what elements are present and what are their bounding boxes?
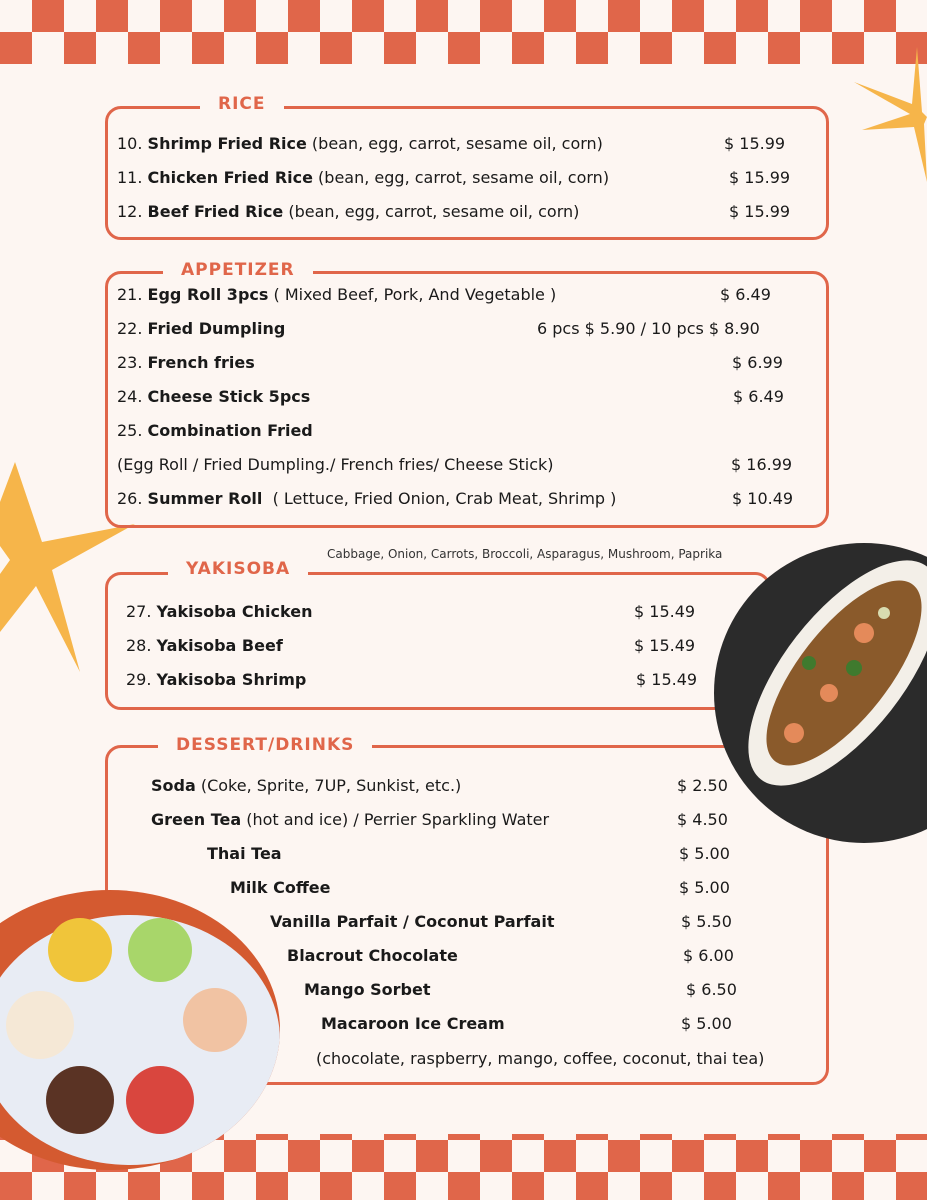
menu-item xyxy=(117,201,579,223)
menu-item-number: 28. xyxy=(126,636,152,655)
menu-item-number: 26. xyxy=(117,489,143,508)
checker-border-top xyxy=(0,0,927,64)
menu-item-price: $ 15.49 xyxy=(636,670,698,689)
menu-item-name: Blacrout Chocolate xyxy=(287,946,458,965)
menu-item-name: Yakisoba Beef xyxy=(156,636,283,655)
menu-item-name: Yakisoba Shrimp xyxy=(156,670,307,689)
menu-item-name: Macaroon Ice Cream xyxy=(321,1014,505,1033)
menu-item-price: $ 6.50 xyxy=(686,980,737,999)
menu-item-number: 24. xyxy=(117,387,143,406)
menu-item xyxy=(287,945,458,967)
menu-item-description: (Egg Roll / Fried Dumpling./ French fries/ Cheese Stick) xyxy=(117,455,554,474)
menu-item-name: Beef Fried Rice xyxy=(147,202,284,221)
menu-item-name: Egg Roll 3pcs xyxy=(147,285,269,304)
menu-item-name: Shrimp Fried Rice xyxy=(147,134,307,153)
menu-item-number: 10. xyxy=(117,134,143,153)
menu-item-number: 21. xyxy=(117,285,143,304)
menu-item-description: ( Lettuce, Fried Onion, Crab Meat, Shrimp ) xyxy=(262,489,617,508)
menu-item xyxy=(304,979,430,1001)
menu-item-description: (bean, egg, carrot, sesame oil, corn) xyxy=(283,202,580,221)
menu-item xyxy=(207,843,282,865)
menu-item-name: Summer Roll xyxy=(147,489,263,508)
menu-item xyxy=(126,669,306,691)
menu-item-description: (bean, egg, carrot, sesame oil, corn) xyxy=(306,134,603,153)
menu-item xyxy=(321,1013,505,1035)
menu-item xyxy=(117,352,255,374)
menu-item-price: $ 15.49 xyxy=(634,636,696,655)
menu-item-name: Soda xyxy=(151,776,196,795)
menu-item-price: $ 6.49 xyxy=(733,387,784,406)
menu-item-description: (hot and ice) / Perrier Sparkling Water xyxy=(241,810,550,829)
menu-item-price: 6 pcs $ 5.90 / 10 pcs $ 8.90 xyxy=(537,319,760,338)
menu-item-number: 25. xyxy=(117,421,143,440)
menu-item xyxy=(117,133,603,155)
star-decoration-top-right xyxy=(842,42,927,182)
menu-item-number: 27. xyxy=(126,602,152,621)
menu-item-price: $ 15.49 xyxy=(634,602,696,621)
menu-item-price: $ 5.50 xyxy=(681,912,732,931)
menu-item xyxy=(151,775,461,797)
menu-item-number: 29. xyxy=(126,670,152,689)
menu-item xyxy=(151,809,549,831)
menu-item xyxy=(126,635,283,657)
menu-item-price: $ 15.99 xyxy=(729,168,791,187)
menu-item-name: Fried Dumpling xyxy=(147,319,286,338)
menu-item-price: $ 6.00 xyxy=(683,946,734,965)
menu-item-name: Milk Coffee xyxy=(230,878,331,897)
menu-item-number: 22. xyxy=(117,319,143,338)
menu-item-name: Chicken Fried Rice xyxy=(147,168,313,187)
menu-item xyxy=(230,877,331,899)
dessert-drinks-title: DESSERT/DRINKS xyxy=(158,734,372,756)
menu-item-number: 23. xyxy=(117,353,143,372)
menu-item xyxy=(117,167,609,189)
menu-item-price: $ 10.49 xyxy=(732,489,794,508)
menu-item-price: $ 4.50 xyxy=(677,810,728,829)
menu-item-price: $ 6.99 xyxy=(732,353,783,372)
menu-item-name: Combination Fried xyxy=(147,421,313,440)
menu-item-name: Mango Sorbet xyxy=(304,980,431,999)
yakisoba-ingredients-note: Cabbage, Onion, Carrots, Broccoli, Asparagus, Mushroom, Paprika xyxy=(327,547,723,561)
menu-item xyxy=(117,454,554,476)
menu-item xyxy=(117,318,285,340)
macaroon-flavors-note: (chocolate, raspberry, mango, coffee, coconut, thai tea) xyxy=(316,1049,765,1068)
menu-item-price: $ 15.99 xyxy=(729,202,791,221)
menu-item xyxy=(117,420,313,442)
yakisoba-title: YAKISOBA xyxy=(168,558,308,580)
menu-item-name: Cheese Stick 5pcs xyxy=(147,387,311,406)
menu-item-description: (Coke, Sprite, 7UP, Sunkist, etc.) xyxy=(195,776,462,795)
menu-item-price: $ 5.00 xyxy=(679,844,730,863)
appetizer-title: APPETIZER xyxy=(163,259,313,281)
menu-item-number: 12. xyxy=(117,202,143,221)
menu-item-description: (bean, egg, carrot, sesame oil, corn) xyxy=(312,168,610,187)
menu-item xyxy=(270,911,554,933)
menu-item-price: $ 2.50 xyxy=(677,776,728,795)
menu-item-description: ( Mixed Beef, Pork, And Vegetable ) xyxy=(268,285,557,304)
menu-item-price: $ 16.99 xyxy=(731,455,793,474)
menu-item xyxy=(117,284,556,306)
menu-item-number: 11. xyxy=(117,168,143,187)
menu-item xyxy=(126,601,312,623)
menu-item-price: $ 5.00 xyxy=(681,1014,732,1033)
menu-item-name: Green Tea xyxy=(151,810,242,829)
menu-item xyxy=(117,488,616,510)
menu-item-name: Vanilla Parfait / Coconut Parfait xyxy=(270,912,555,931)
menu-item-price: $ 15.99 xyxy=(724,134,786,153)
menu-item-name: Yakisoba Chicken xyxy=(156,602,313,621)
menu-item-price: $ 5.00 xyxy=(679,878,730,897)
rice-title: RICE xyxy=(200,93,284,115)
menu-item xyxy=(117,386,310,408)
menu-item-price: $ 6.49 xyxy=(720,285,771,304)
menu-item-name: French fries xyxy=(147,353,255,372)
menu-item-name: Thai Tea xyxy=(207,844,282,863)
